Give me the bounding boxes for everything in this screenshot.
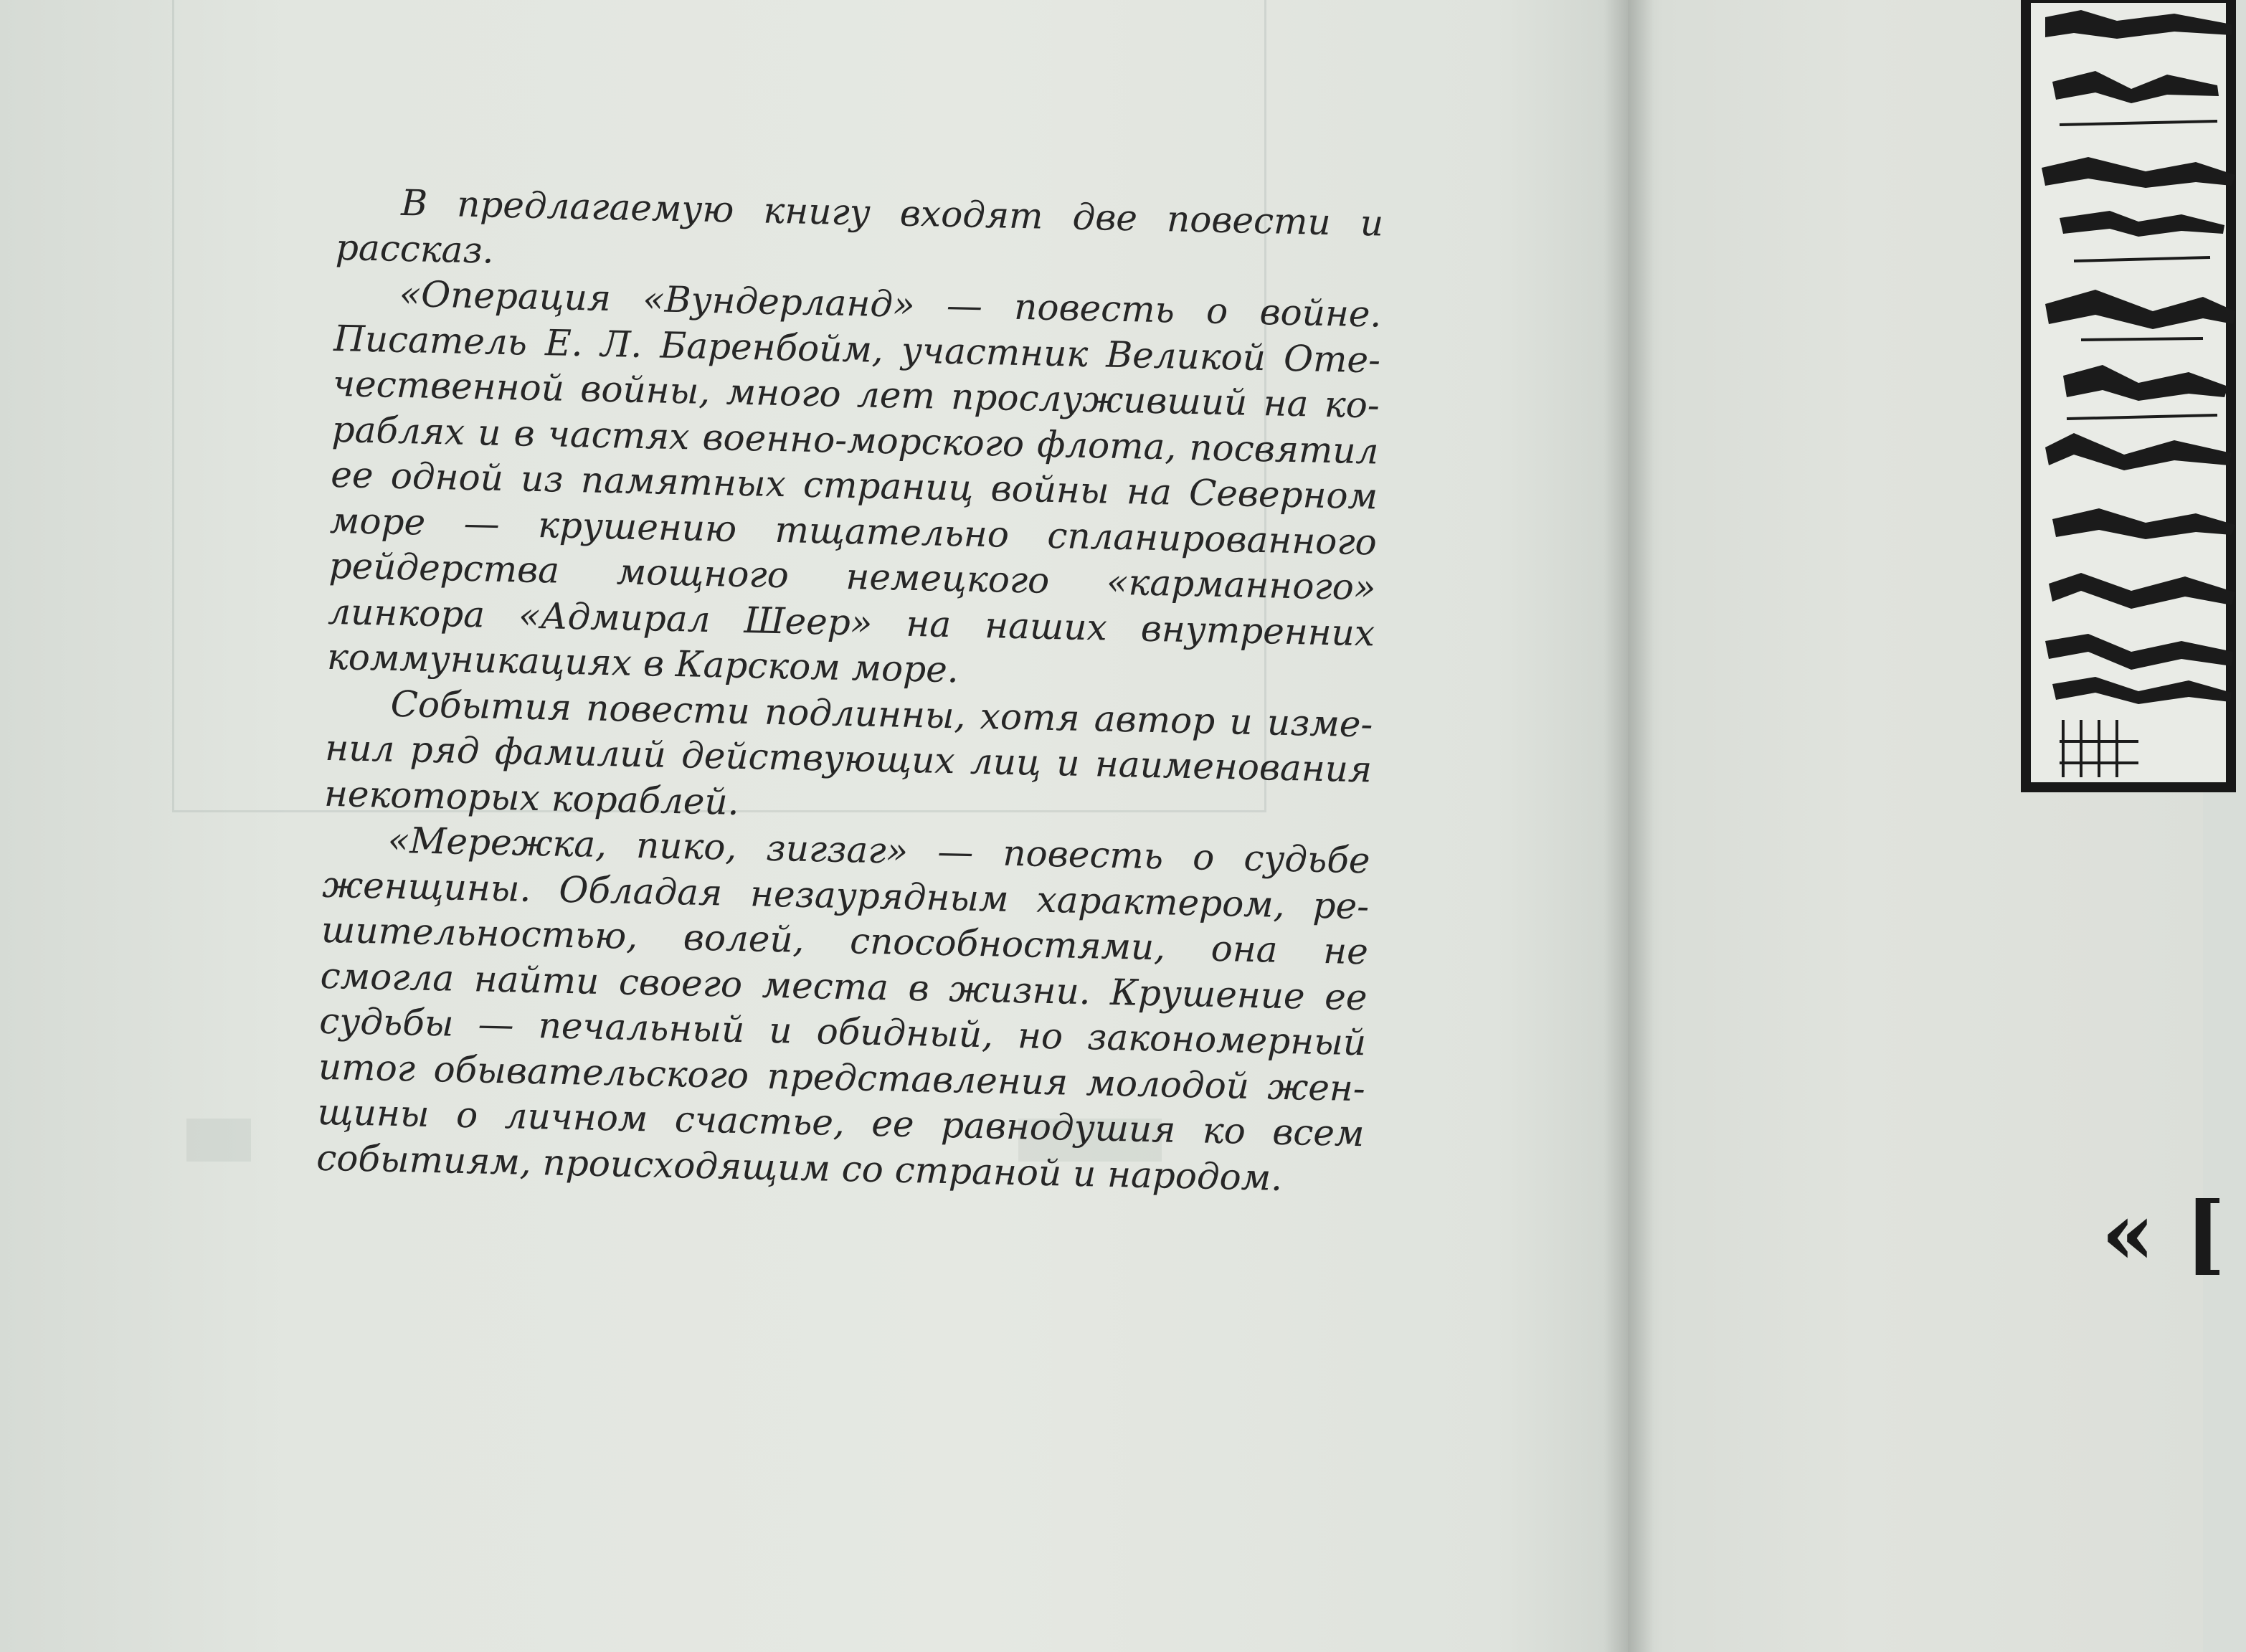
woodcut-illustration <box>2021 0 2236 792</box>
paragraph-intro: В предлагаемую книгу входят две повести и рассказ. <box>335 181 1384 272</box>
paragraph-events: События повести подлинны, хотя автор и изменил ряд фамилий действующих лиц и наименования некоторых кораблей. <box>323 683 1374 823</box>
paragraph-merezhka: «Мережка, пико, зигзаг» — повесть о судьбе женщины. Обладая незаурядным характером, решительностью, волей, способностями, она не смогла найти своего места в жизни. Крушение ее судьбы — печальный и обидный, но закономерный итог обывательского представления молодой женщины о личном счастье, ее равнодушия ко всем событиям, происходящим со страной и народом. <box>316 819 1371 1199</box>
body-text <box>316 179 1384 1202</box>
paragraph-wunderland: «Операция «Вундерланд» — повесть о войне. Писатель Е. Л. Баренбойм, участник Великой Отечественной войны, много лет прослуживший на кораблях и в частях военно-морского флота, посвятил ее одной из памятных страниц войны на Северном море — крушению тщательно спланированного рейдерства мощного немецкого «карманного» линкора «Адмирал Шеер» на наших внутренних коммуникациях в Карском море. <box>326 272 1382 691</box>
illustration-drawing <box>2031 3 2246 802</box>
book-gutter <box>1603 0 1654 1652</box>
next-page-heading-fragment: « [ <box>2101 1183 2226 1284</box>
